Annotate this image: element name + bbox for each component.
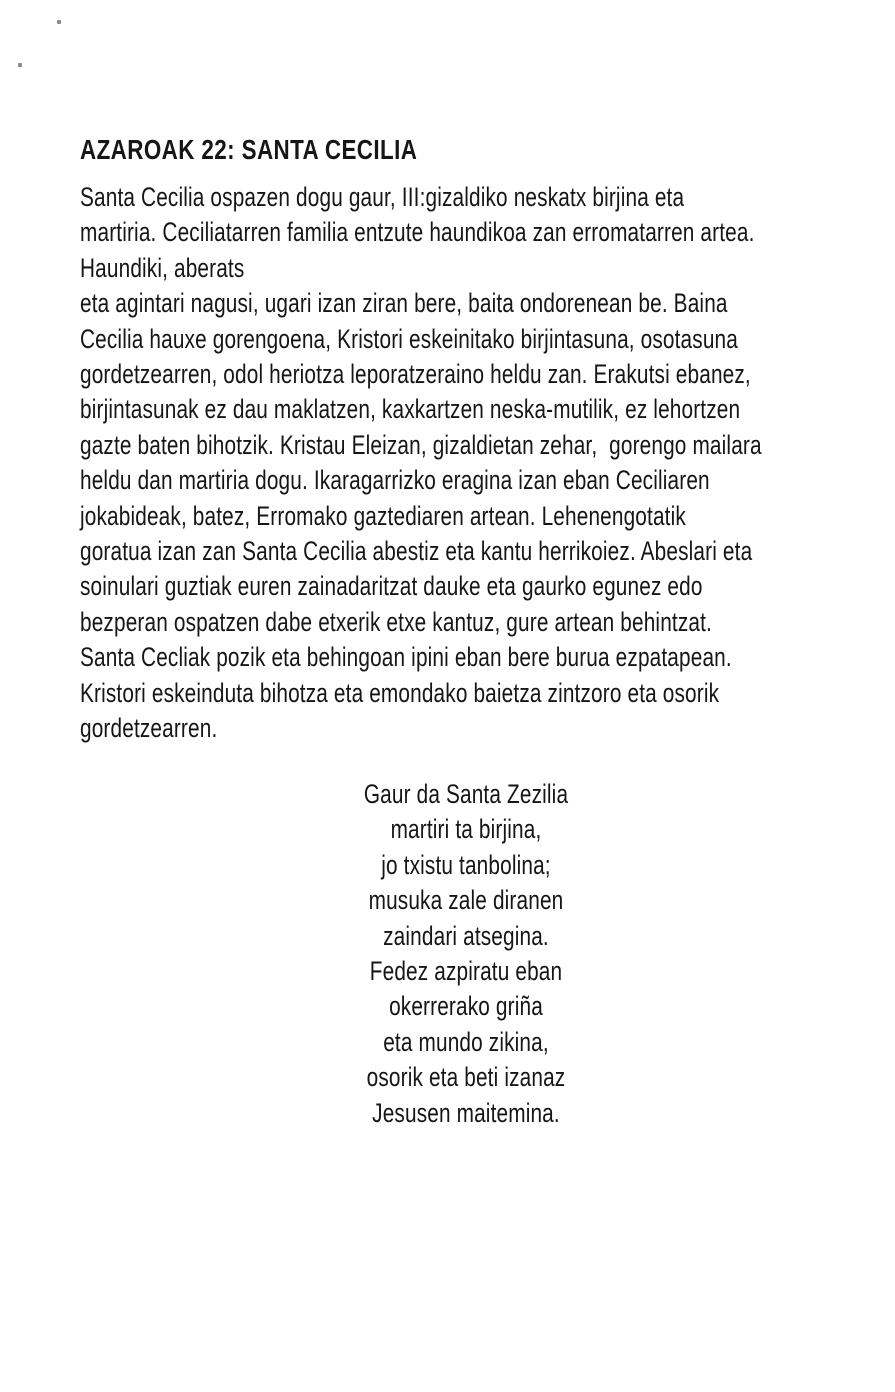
paragraph-line: gordetzearren, odol heriotza leporatzeraino heldu zan. Erakutsi ebanez, [80,359,751,390]
paragraph-line: goratua izan zan Santa Cecilia abestiz eta kantu herrikoiez. Abeslari eta [80,536,753,567]
paragraph-line: soinulari guztiak euren zainadaritzat dauke eta gaurko egunez edo [80,571,703,602]
poem-line: martiri ta birjina, [390,814,542,845]
paragraph-line: birjintasunak ez dau maklatzen, kaxkartzen neska-mutilik, ez lehortzen [80,394,741,425]
poem [169,777,763,1131]
poem-line: osorik eta beti izanaz [366,1062,566,1093]
paragraph-line: gordetzearren. [80,713,218,744]
paragraph-line: bezperan ospatzen dabe etxerik etxe kantuz, gure artean behintzat. [80,606,712,637]
paragraph-line: eta agintari nagusi, ugari izan ziran bere, baita ondorenean be. Baina [80,288,728,319]
paragraph-line: jokabideak, batez, Erromako gaztediaren artean. Lehenengotatik [80,500,686,531]
paragraph-line: gazte baten bihotzik. Kristau Eleizan, gizaldietan zehar, gorengo mailara [80,429,762,460]
paragraph-line: Santa Cecliak pozik eta behingoan ipini eban bere burua ezpatapean. [80,642,732,673]
poem-line: Jesusen maitemina. [372,1097,560,1128]
poem-line: musuka zale diranen [368,885,564,916]
poem-line: Gaur da Santa Zezilia [363,779,569,809]
scan-speck-icon [57,20,61,24]
poem-line: zaindari atsegina. [383,920,549,951]
body-paragraph [80,180,762,747]
scan-speck-icon [18,63,22,67]
paragraph-line: heldu dan martiria dogu. Ikaragarrizko eragina izan eban Ceciliaren [80,465,710,496]
poem-line: Fedez azpiratu eban [369,956,563,987]
paragraph-line: Cecilia hauxe gorengoena, Kristori eskeinitako birjintasuna, osotasuna [80,323,738,354]
poem-line: okerrerako griña [389,991,543,1022]
poem-line: eta mundo zikina, [383,1026,549,1057]
paragraph-line: Kristori eskeinduta bihotza eta emondako baietza zintzoro eta osorik [80,677,720,708]
paragraph-line: Santa Cecilia ospazen dogu gaur, III:gizaldiko neskatx birjina eta [80,182,685,212]
paragraph-line: martiria. Ceciliatarren familia entzute haundikoa zan erromatarren artea. [80,217,755,248]
paragraph-line: Haundiki, aberats [80,252,245,283]
page-title: AZAROAK 22: SANTA CECILIA [80,134,418,165]
poem-line: jo txistu tanbolina; [381,849,551,880]
